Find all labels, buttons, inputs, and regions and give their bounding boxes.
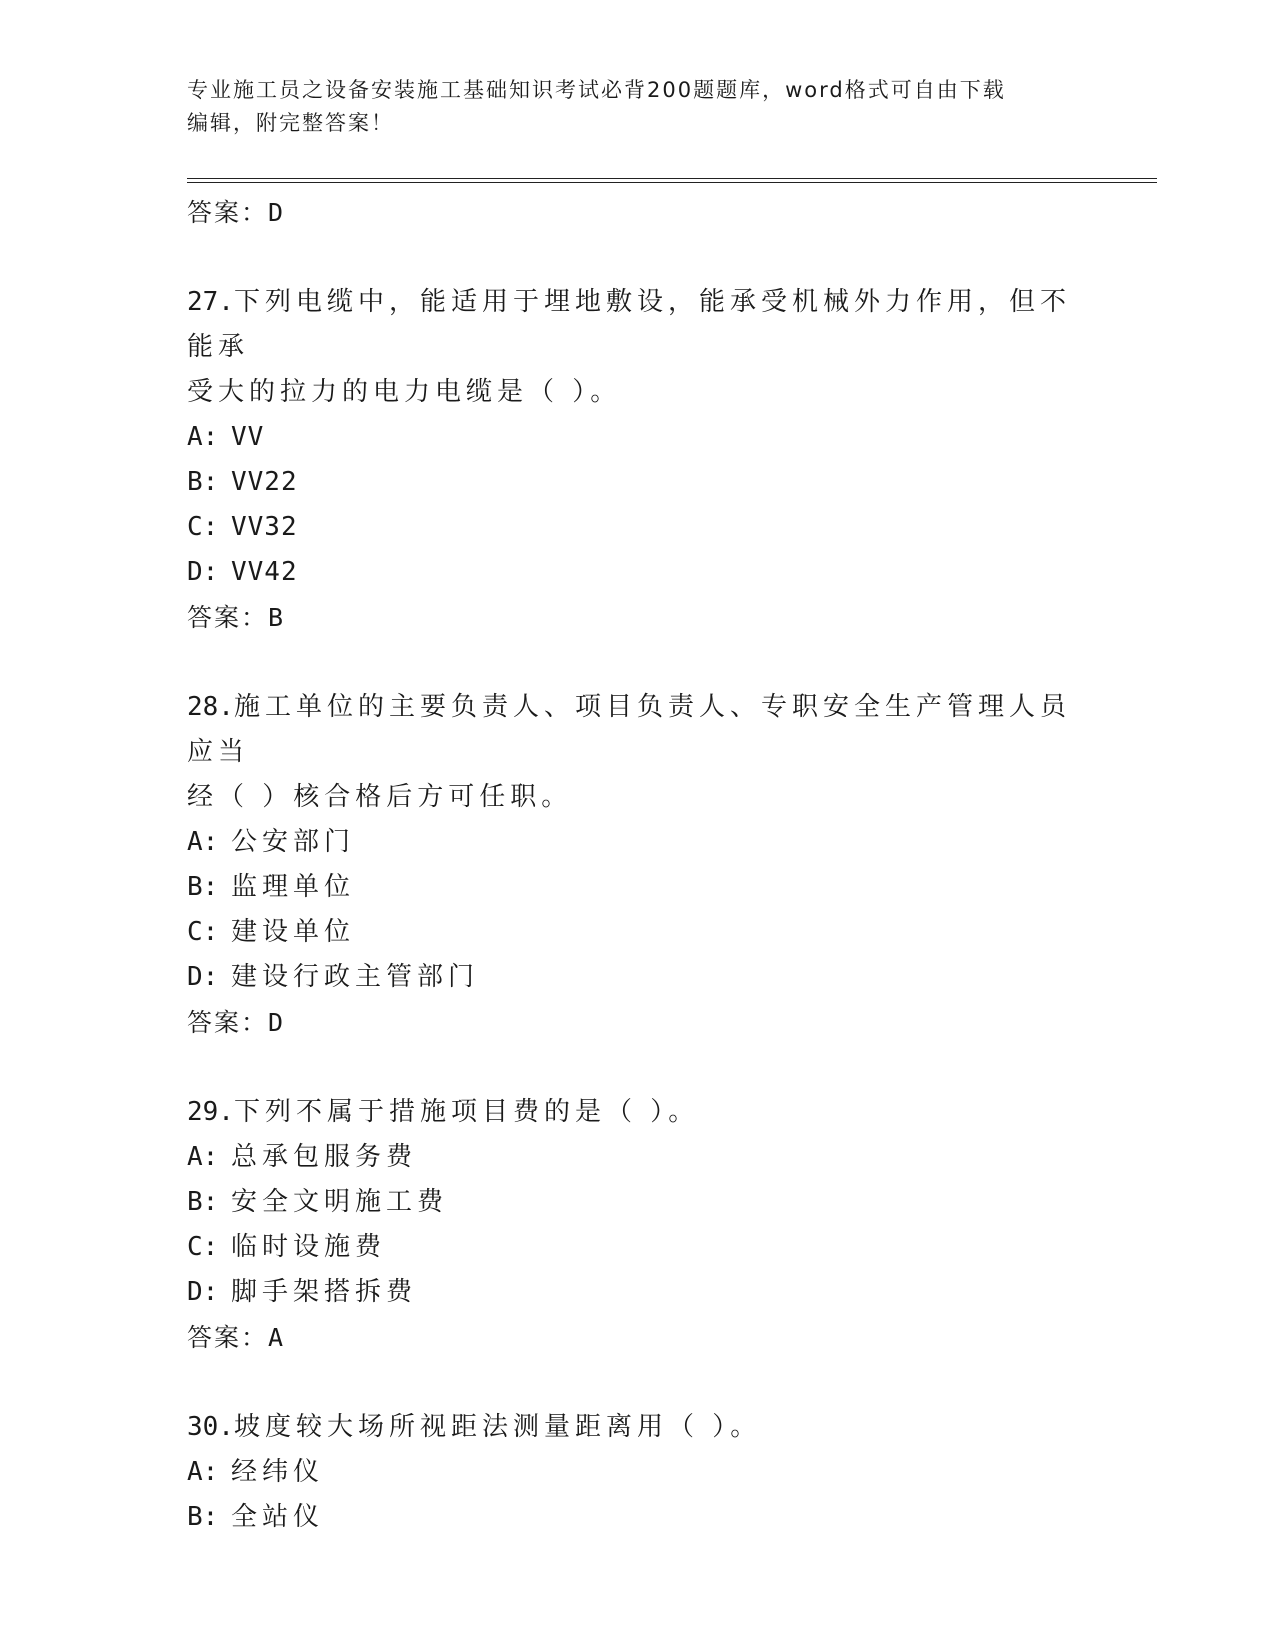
- option-text: 脚手架搭拆费: [231, 1277, 418, 1307]
- option-c: [187, 1225, 1087, 1270]
- document-header: [187, 74, 1087, 140]
- option-text: 经纬仪: [231, 1457, 325, 1487]
- answer-line: [187, 1000, 1087, 1046]
- option-b: [187, 865, 1087, 910]
- option-key: A:: [187, 422, 219, 452]
- question-number: 30.: [187, 1412, 234, 1442]
- option-a: [187, 1135, 1087, 1180]
- option-key: A:: [187, 1457, 219, 1487]
- option-text: 临时设施费: [231, 1232, 387, 1262]
- question-line-1: 下列电缆中，能适用于埋地敷设，能承受机械外力作用，但不能承: [187, 287, 1071, 362]
- option-c: [187, 910, 1087, 955]
- answer-label: 答案：: [187, 1323, 269, 1352]
- option-b: [187, 1180, 1087, 1225]
- answer-line: [187, 190, 1087, 236]
- question-block: [187, 1405, 1087, 1540]
- header-line-1: 专业施工员之设备安装施工基础知识考试必背200题题库，word格式可自由下载: [187, 78, 1006, 102]
- question-number: 28.: [187, 692, 234, 722]
- header-divider: [187, 178, 1157, 183]
- option-text: VV32: [231, 512, 298, 542]
- answer-line: [187, 1315, 1087, 1361]
- option-key: C:: [187, 512, 219, 542]
- option-d: [187, 955, 1087, 1000]
- option-b: [187, 1495, 1087, 1540]
- question-text: [187, 685, 1087, 775]
- option-key: D:: [187, 962, 219, 992]
- option-key: D:: [187, 557, 219, 587]
- option-text: 监理单位: [231, 872, 356, 902]
- question-text-continued: [187, 370, 1087, 415]
- option-d: [187, 1270, 1087, 1315]
- question-line-1: 下列不属于措施项目费的是（ ）。: [233, 1097, 700, 1127]
- option-a: [187, 1450, 1087, 1495]
- option-key: C:: [187, 917, 219, 947]
- answer-label: 答案：: [187, 603, 269, 632]
- answer-line: [187, 595, 1087, 641]
- option-a: [187, 820, 1087, 865]
- option-text: VV22: [231, 467, 298, 497]
- question-number: 27.: [187, 287, 234, 317]
- question-number: 29.: [187, 1097, 234, 1127]
- question-text: [187, 1090, 1087, 1135]
- question-text: [187, 1405, 1087, 1450]
- question-block: [187, 280, 1087, 641]
- option-key: A:: [187, 827, 219, 857]
- question-line-1: 坡度较大场所视距法测量距离用（ ）。: [233, 1412, 762, 1442]
- option-text: 安全文明施工费: [231, 1187, 449, 1217]
- option-text: 总承包服务费: [231, 1142, 418, 1172]
- question-block: [187, 1090, 1087, 1361]
- option-key: C:: [187, 1232, 219, 1262]
- option-text: 建设行政主管部门: [231, 962, 480, 992]
- answer-value: B: [268, 603, 285, 632]
- option-key: B:: [187, 872, 219, 902]
- question-line-2: 经（ ）核合格后方可任职。: [187, 782, 573, 812]
- answer-label: 答案：: [187, 198, 269, 227]
- question-line-1: 施工单位的主要负责人、项目负责人、专职安全生产管理人员应当: [187, 692, 1071, 767]
- option-text: 建设单位: [231, 917, 356, 947]
- option-key: B:: [187, 467, 219, 497]
- answer-value: D: [268, 198, 285, 227]
- answer-value: D: [268, 1008, 285, 1037]
- question-line-2: 受大的拉力的电力电缆是（ ）。: [187, 377, 622, 407]
- header-line-2: 编辑，附完整答案！: [187, 111, 394, 135]
- question-list: [187, 190, 1087, 1540]
- option-key: B:: [187, 1187, 219, 1217]
- question-text: [187, 280, 1087, 370]
- answer-value: A: [268, 1323, 285, 1352]
- option-text: VV: [231, 422, 265, 452]
- option-text: 全站仪: [231, 1502, 325, 1532]
- question-block: [187, 685, 1087, 1046]
- option-text: 公安部门: [231, 827, 356, 857]
- question-text-continued: [187, 775, 1087, 820]
- option-c: [187, 505, 1087, 550]
- option-b: [187, 460, 1087, 505]
- option-text: VV42: [231, 557, 298, 587]
- option-d: [187, 550, 1087, 595]
- option-key: D:: [187, 1277, 219, 1307]
- option-a: [187, 415, 1087, 460]
- option-key: B:: [187, 1502, 219, 1532]
- answer-label: 答案：: [187, 1008, 269, 1037]
- option-key: A:: [187, 1142, 219, 1172]
